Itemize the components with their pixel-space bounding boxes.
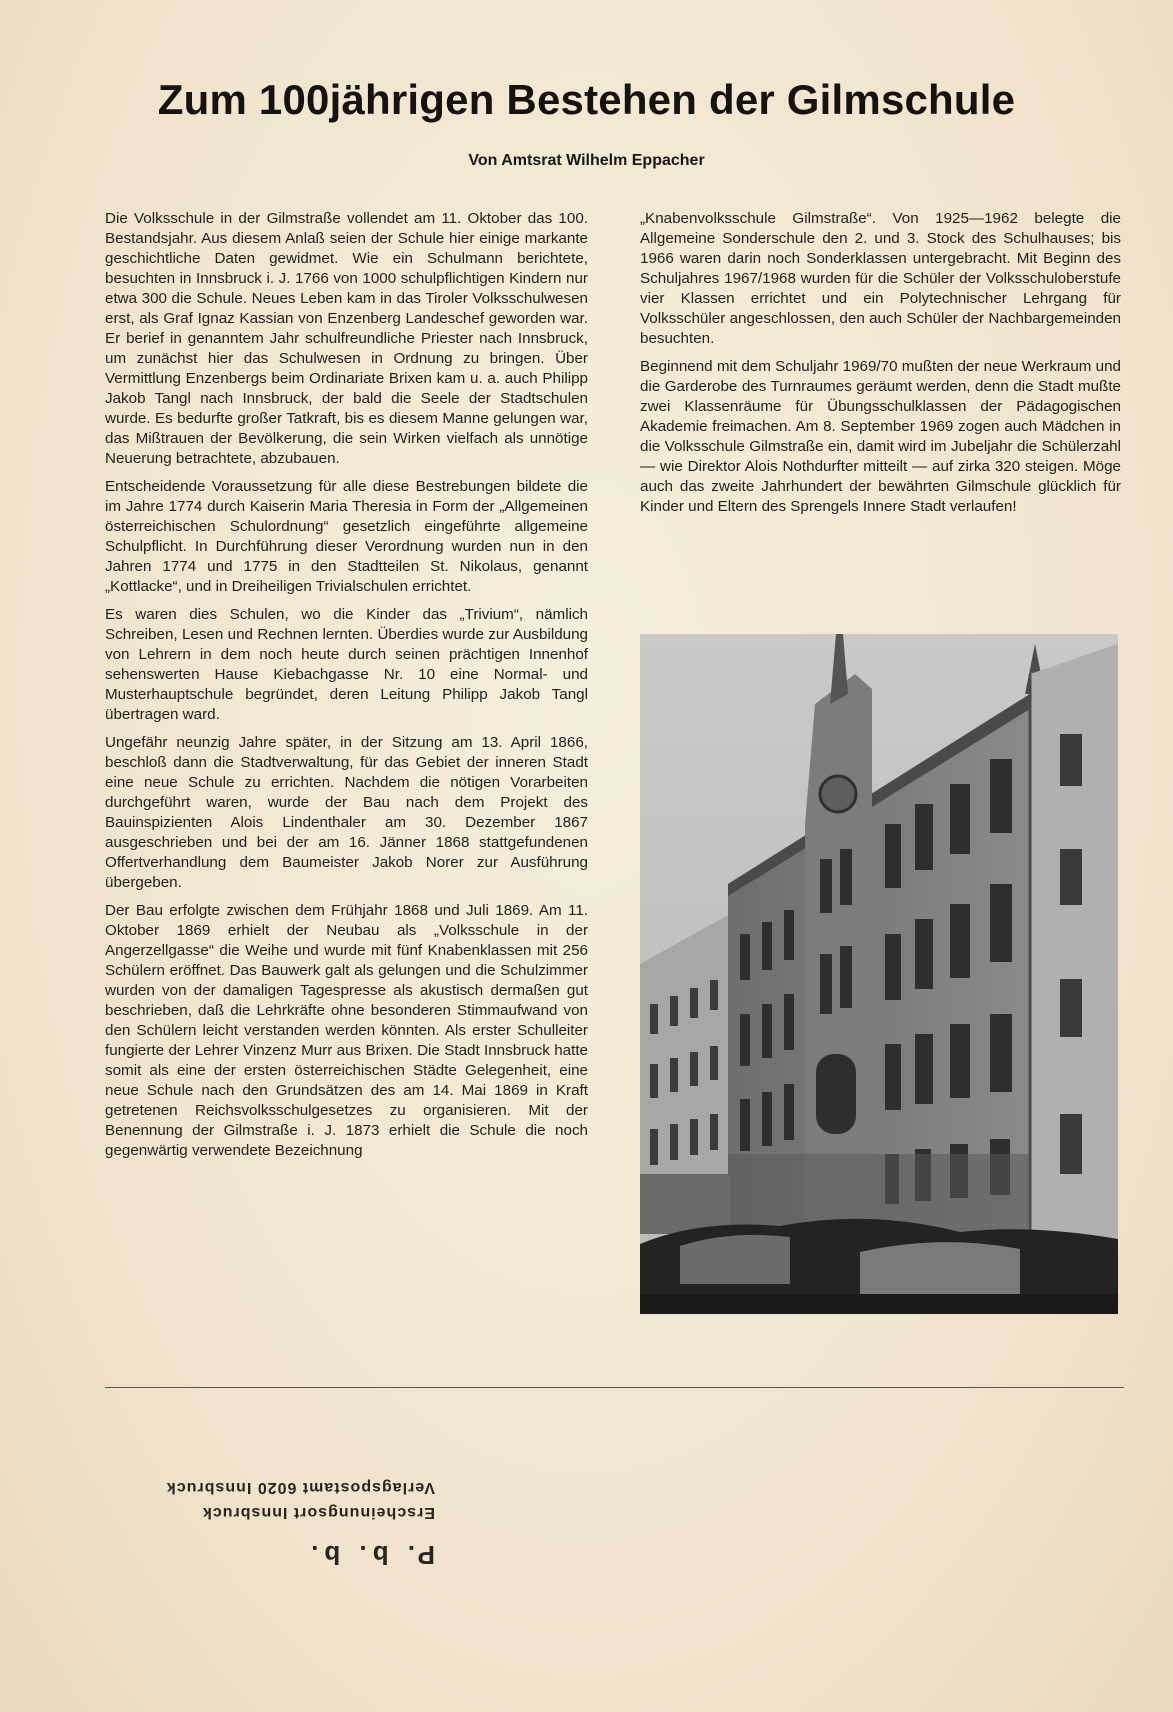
paragraph: Die Volksschule in der Gilmstraße vollendet am 11. Oktober das 100. Bestandsjahr. Aus diesem Anlaß seien der Schule hier einige markante geschichtliche Daten gewidmet. Wie ein Schulmann berichtete, besuchten in Innsbruck i. J. 1766 von 1000 schulpflichtigen Kindern nur etwa 300 die Schule. Neues Leben kam in das Tiroler Volksschulwesen erst, als Graf Ignaz Kassian von Enzenberg Landeschef geworden war. Er berief in genanntem Jahr schulfreundliche Priester nach Innsbruck, um zunächst hier das Schulwesen in Ordnung zu bringen. Über Vermittlung Enzenbergs beim Ordinariate Brixen kam u. a. auch Philipp Jakob Tangl nach Innsbruck, der bald die Seele der Stadtschulen wurde. Es bedurfte großer Tatkraft, bis es diesem Manne gelungen war, das Mißtrauen der Bevölkerung, die sein Wirken vielfach als unnötige Neuerung betrachtete, abzubauen.	[105, 210, 588, 467]
paragraph: Entscheidende Voraussetzung für alle diese Bestrebungen bildete die im Jahre 1774 durch Kaiserin Maria Theresia in Form der „Allgemeinen österreichischen Schulordnung“ gesetzlich eingeführte allgemeine Schulpflicht. In Durchführung dieser Verordnung wurden nun in den Jahren 1774 und 1775 in den Stadtteilen St. Nikolaus, genannt „Kottlacke“, und in Dreiheiligen Trivialschulen errichtet.	[105, 478, 588, 595]
paragraph: Der Bau erfolgte zwischen dem Frühjahr 1868 und Juli 1869. Am 11. Oktober 1869 erhielt der Neubau als „Volksschule in der Angerzellgasse“ die Weihe und wurde mit fünf Knabenklassen mit 256 Schülern eröffnet. Das Bauwerk galt als gelungen und die Schulzimmer wurden von der damaligen Tagespresse als akustisch dermaßen gut beschrieben, daß die Lehrkräfte ohne besonderen Stimmaufwand von den Schülern leicht verstanden werden könnten. Als erster Schulleiter fungierte der Lehrer Vinzenz Murr aus Brixen. Die Stadt Innsbruck hatte somit als eine der ersten österreichischen Städte Gelegenheit, eine neue Schule nach den Grundsätzen des am 14. Mai 1869 in Kraft getretenen Reichsvolksschulgesetzes zu organisieren. Mit der Benennung der Gilmstraße i. J. 1873 erhielt die Schule die noch gegenwärtig verwendete Bezeichnung	[105, 902, 588, 1159]
article-title: Zum 100jährigen Bestehen der Gilmschule	[157, 76, 1016, 123]
paragraph: „Knabenvolksschule Gilmstraße“. Von 1925—1962 belegte die Allgemeine Sonderschule den 2. und 3. Stock des Schulhauses; bis 1966 waren darin noch Sonderklassen untergebracht. Mit Beginn des Schuljahres 1967/1968 wurden für die Schüler der Volksschuloberstufe vier Klassen errichtet und ein Polytechnischer Lehrgang für Volksschüler angeschlossen, den auch Schüler der Nachbargemeinden besuchten.	[640, 210, 1121, 347]
postage-mark: P. b. b.	[305, 1540, 435, 1570]
paragraph: Es waren dies Schulen, wo die Kinder das „Trivium“, nämlich Schreiben, Lesen und Rechnen lernten. Überdies wurde zur Ausbildung von Lehrern in dem noch heute durch seinen prächtigen Innenhof sehenswerten Hause Kiebachgasse Nr. 10 eine Normal- und Musterhauptschule begründet, deren Leitung Philipp Jakob Tangl übertragen ward.	[105, 606, 588, 723]
right-text-column	[640, 209, 1121, 525]
author-byline: Von Amtsrat Wilhelm Eppacher	[468, 152, 705, 169]
divider-line	[105, 1387, 1124, 1388]
mailing-block	[105, 1420, 435, 1570]
left-text-column	[105, 209, 588, 1169]
post-office: Verlagspostamt 6020 Innsbruck	[165, 1479, 435, 1496]
school-building-photo	[640, 634, 1118, 1314]
paragraph: Ungefähr neunzig Jahre später, in der Sitzung am 13. April 1866, beschloß dann die Stadtverwaltung, für das Gebiet der inneren Stadt eine neue Schule zu errichten. Nachdem die nötigen Vorarbeiten durchgeführt waren, wurde der Bau nach dem Projekt des Bauinspizienten Alois Lindenthaler am 30. Dezember 1867 ausgeschrieben und bei der am 16. Jänner 1868 stattgefundenen Offertverhandlung dem Baumeister Jakob Norer zur Ausführung übergeben.	[105, 734, 588, 891]
publication-place: Erscheinungsort Innsbruck	[201, 1504, 435, 1521]
paragraph: Beginnend mit dem Schuljahr 1969/70 mußten der neue Werkraum und die Garderobe des Turnraumes geräumt werden, denn die Stadt mußte zwei Klassenräume für Übungsschulklassen der Pädagogischen Akademie freimachen. Am 8. September 1969 zogen auch Mädchen in die Volksschule Gilmstraße ein, damit wird im Jubeljahr die Schülerzahl — wie Direktor Alois Nothdurfter mitteilt — auf zirka 320 steigen. Möge auch das zweite Jahrhundert der bewährten Gilmschule glücklich für Kinder und Eltern des Sprengels Innere Stadt verlaufen!	[640, 358, 1121, 515]
